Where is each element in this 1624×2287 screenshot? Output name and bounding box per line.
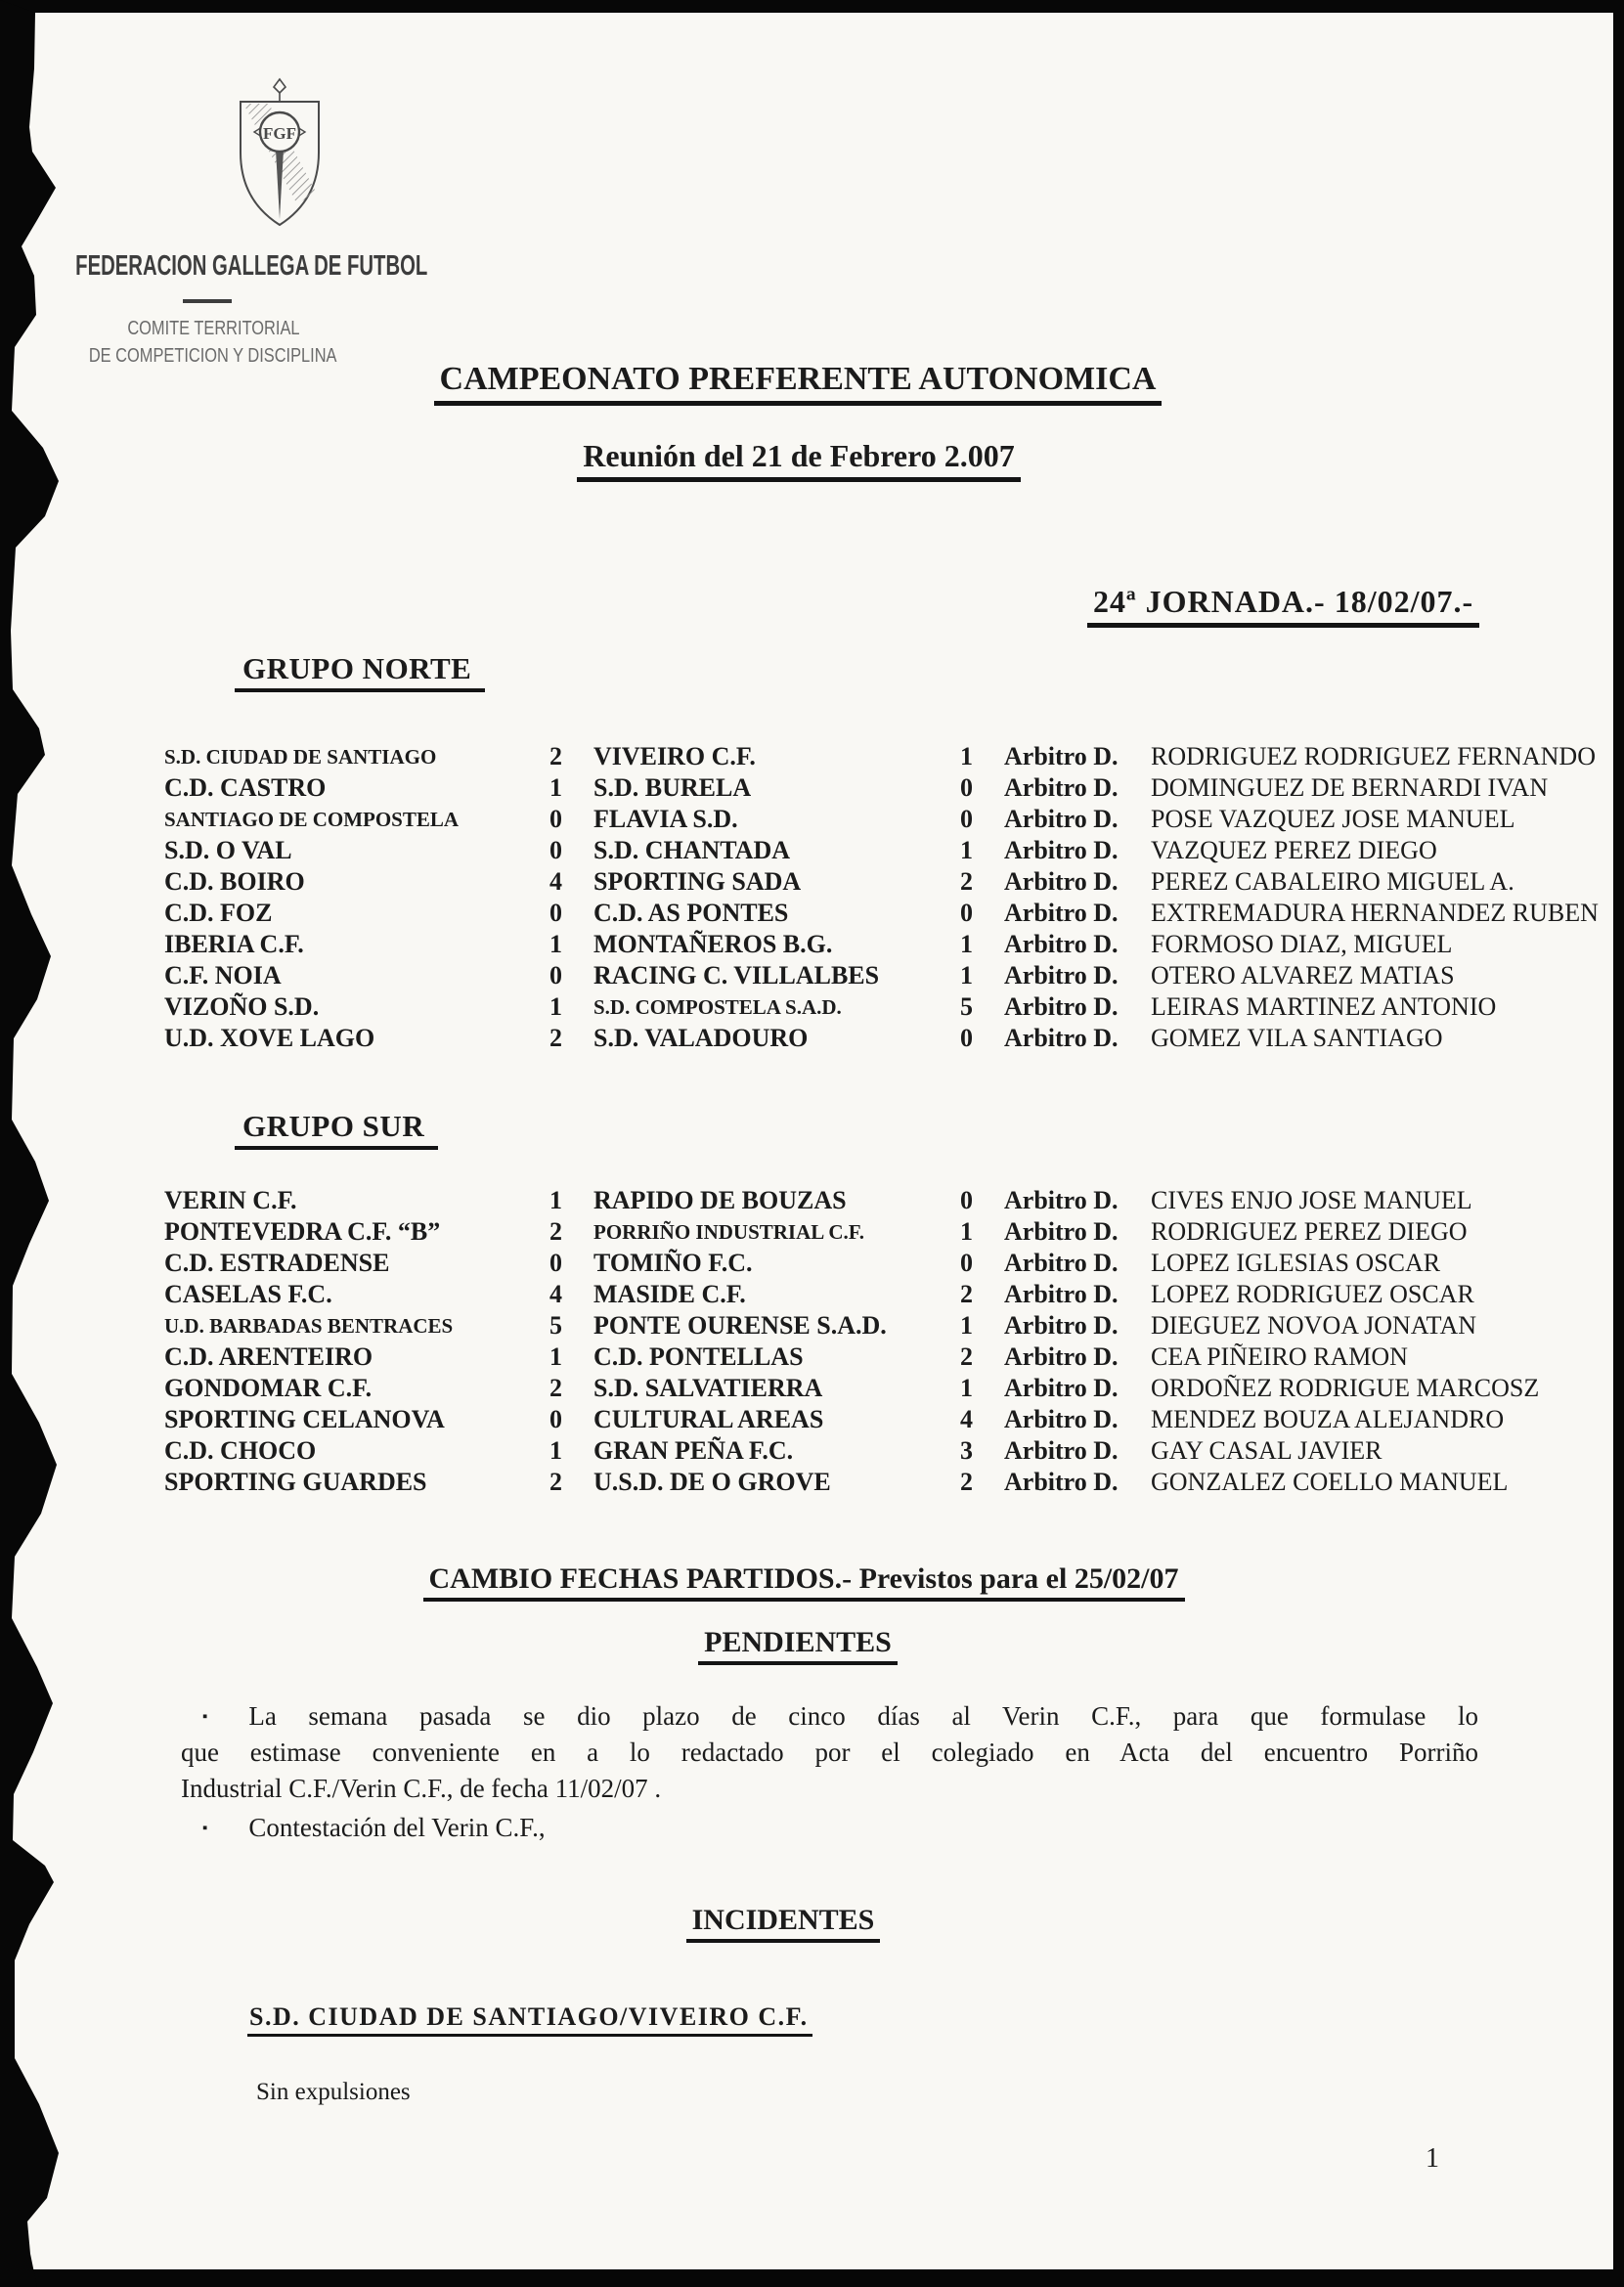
home-team: C.D. ESTRADENSE (164, 1249, 390, 1277)
referee-name: ORDOÑEZ RODRIGUE MARCOSZ (1151, 1374, 1540, 1402)
referee-name: LEIRAS MARTINEZ ANTONIO (1151, 992, 1497, 1021)
home-team: VERIN C.F. (164, 1186, 297, 1214)
referee-prefix: Arbitro D. (1004, 805, 1119, 833)
home-score: 2 (549, 1468, 562, 1496)
document-title-row (0, 361, 1596, 406)
referee-prefix: Arbitro D. (1004, 836, 1119, 864)
referee-prefix: Arbitro D. (1004, 773, 1119, 802)
referee-prefix: Arbitro D. (1004, 742, 1119, 770)
away-team: TOMIÑO F.C. (593, 1249, 753, 1277)
referee-name: MENDEZ BOUZA ALEJANDRO (1151, 1405, 1505, 1433)
pending-heading: PENDIENTES (698, 1626, 898, 1665)
away-score: 2 (960, 1342, 973, 1371)
scan-edge-top (0, 0, 1624, 13)
logo-monogram: FGF (263, 124, 296, 143)
date-change-heading-row (0, 1562, 1607, 1602)
away-team: VIVEIRO C.F. (593, 742, 756, 770)
document-title: CAMPEONATO PREFERENTE AUTONOMICA (434, 361, 1163, 406)
away-score: 3 (960, 1436, 973, 1465)
home-team: S.D. CIUDAD DE SANTIAGO (164, 745, 437, 769)
away-team: CULTURAL AREAS (593, 1405, 824, 1433)
group-north-heading-wrap (235, 651, 485, 692)
referee-name: CEA PIÑEIRO RAMON (1151, 1342, 1408, 1371)
home-team: PONTEVEDRA C.F. “B” (164, 1217, 441, 1246)
away-team: FLAVIA S.D. (593, 805, 738, 833)
home-score: 2 (549, 1024, 562, 1052)
away-team: U.S.D. DE O GROVE (593, 1468, 831, 1496)
home-score: 2 (549, 1374, 562, 1402)
pending-bullet1-line2: que estimase conveniente en a lo redactado por el colegiado en Acta del encuentro Porriño (181, 1737, 1478, 1767)
away-score: 0 (960, 1186, 973, 1214)
incident-match-heading-wrap (247, 2002, 812, 2037)
away-score: 0 (960, 1249, 973, 1277)
away-score: 4 (960, 1405, 973, 1433)
pending-heading-row (0, 1626, 1596, 1665)
referee-prefix: Arbitro D. (1004, 1249, 1119, 1277)
home-team: C.D. CHOCO (164, 1436, 317, 1465)
home-score: 4 (549, 1280, 562, 1308)
home-team: U.D. XOVE LAGO (164, 1024, 375, 1052)
away-team: S.D. COMPOSTELA S.A.D. (593, 995, 842, 1019)
away-score: 0 (960, 773, 973, 802)
referee-name: LOPEZ IGLESIAS OSCAR (1151, 1249, 1441, 1277)
incidents-heading: INCIDENTES (686, 1904, 881, 1943)
home-team: SANTIAGO DE COMPOSTELA (164, 808, 460, 831)
away-team: RAPIDO DE BOUZAS (593, 1186, 847, 1214)
away-team: PONTE OURENSE S.A.D. (593, 1311, 887, 1340)
home-team: SPORTING CELANOVA (164, 1405, 445, 1433)
referee-name: GOMEZ VILA SANTIAGO (1151, 1024, 1443, 1052)
away-team: GRAN PEÑA F.C. (593, 1436, 794, 1465)
away-score: 1 (960, 836, 973, 864)
home-team: C.F. NOIA (164, 961, 282, 990)
home-score: 0 (549, 961, 562, 990)
date-change-heading: CAMBIO FECHAS PARTIDOS.- Previstos para el 25/02/07 (423, 1562, 1185, 1602)
referee-prefix: Arbitro D. (1004, 1374, 1119, 1402)
group-north-results-table (164, 741, 1599, 1054)
home-score: 1 (549, 992, 562, 1021)
referee-name: PEREZ CABALEIRO MIGUEL A. (1151, 867, 1514, 896)
home-score: 0 (549, 1249, 562, 1277)
home-score: 1 (549, 773, 562, 802)
referee-prefix: Arbitro D. (1004, 1280, 1119, 1308)
group-south-heading: GRUPO SUR (235, 1109, 438, 1150)
referee-prefix: Arbitro D. (1004, 1468, 1119, 1496)
bullet-square-icon: ▪ (202, 1821, 208, 1836)
home-score: 4 (549, 867, 562, 896)
federation-name: FEDERACION GALLEGA DE FUTBOL (75, 250, 428, 282)
away-score: 1 (960, 961, 973, 990)
home-team: SPORTING GUARDES (164, 1468, 427, 1496)
home-team: IBERIA C.F. (164, 930, 304, 958)
home-team: C.D. ARENTEIRO (164, 1342, 373, 1371)
away-team: MASIDE C.F. (593, 1280, 746, 1308)
home-score: 1 (549, 1436, 562, 1465)
home-score: 0 (549, 805, 562, 833)
referee-name: VAZQUEZ PEREZ DIEGO (1151, 836, 1437, 864)
referee-name: RODRIGUEZ PEREZ DIEGO (1151, 1217, 1468, 1246)
pending-bullet1-line3: Industrial C.F./Verin C.F., de fecha 11/02/07 . (181, 1774, 662, 1803)
home-score: 2 (549, 742, 562, 770)
home-team: S.D. O VAL (164, 836, 292, 864)
letterhead-divider (183, 299, 232, 303)
home-team: CASELAS F.C. (164, 1280, 332, 1308)
referee-prefix: Arbitro D. (1004, 1024, 1119, 1052)
incidents-heading-row (0, 1904, 1566, 1943)
away-team: S.D. SALVATIERRA (593, 1374, 823, 1402)
away-team: S.D. CHANTADA (593, 836, 791, 864)
away-team: C.D. AS PONTES (593, 899, 789, 927)
scan-edge-right (1613, 0, 1624, 2287)
away-team: S.D. VALADOURO (593, 1024, 809, 1052)
group-south-heading-wrap (235, 1109, 438, 1150)
away-score: 0 (960, 1024, 973, 1052)
away-team: S.D. BURELA (593, 773, 752, 802)
referee-name: FORMOSO DIAZ, MIGUEL (1151, 930, 1453, 958)
home-score: 2 (549, 1217, 562, 1246)
meeting-date-row (0, 438, 1598, 482)
away-team: C.D. PONTELLAS (593, 1342, 804, 1371)
referee-name: RODRIGUEZ RODRIGUEZ FERNANDO (1151, 742, 1596, 770)
referee-prefix: Arbitro D. (1004, 1217, 1119, 1246)
referee-name: GAY CASAL JAVIER (1151, 1436, 1383, 1465)
away-team: RACING C. VILLALBES (593, 961, 880, 990)
matchday-heading-wrap (1087, 584, 1479, 628)
away-score: 1 (960, 1374, 973, 1402)
referee-prefix: Arbitro D. (1004, 930, 1119, 958)
home-score: 1 (549, 1186, 562, 1214)
bullet-square-icon: ▪ (202, 1709, 208, 1725)
home-team: GONDOMAR C.F. (164, 1374, 373, 1402)
referee-name: POSE VAZQUEZ JOSE MANUEL (1151, 805, 1515, 833)
referee-prefix: Arbitro D. (1004, 992, 1119, 1021)
home-team: C.D. BOIRO (164, 867, 305, 896)
away-team: PORRIÑO INDUSTRIAL C.F. (593, 1220, 864, 1244)
home-score: 5 (549, 1311, 562, 1340)
home-score: 0 (549, 1405, 562, 1433)
referee-name: DIEGUEZ NOVOA JONATAN (1151, 1311, 1476, 1340)
home-score: 0 (549, 899, 562, 927)
committee-line2: DE COMPETICION Y DISCIPLINA (89, 345, 337, 367)
home-score: 1 (549, 1342, 562, 1371)
committee-line1: COMITE TERRITORIAL (126, 318, 300, 339)
away-score: 0 (960, 805, 973, 833)
home-score: 0 (549, 836, 562, 864)
away-score: 1 (960, 930, 973, 958)
away-score: 1 (960, 1311, 973, 1340)
away-score: 2 (960, 1280, 973, 1308)
meeting-date: Reunión del 21 de Febrero 2.007 (577, 438, 1020, 482)
scan-edge-bottom (0, 2269, 1624, 2287)
referee-prefix: Arbitro D. (1004, 1311, 1119, 1340)
referee-name: EXTREMADURA HERNANDEZ RUBEN (1151, 899, 1599, 927)
away-team: MONTAÑEROS B.G. (593, 930, 833, 958)
referee-name: GONZALEZ COELLO MANUEL (1151, 1468, 1509, 1496)
referee-prefix: Arbitro D. (1004, 1342, 1119, 1371)
referee-name: DOMINGUEZ DE BERNARDI IVAN (1151, 773, 1549, 802)
away-score: 2 (960, 1468, 973, 1496)
home-team: U.D. BARBADAS BENTRACES (164, 1314, 454, 1338)
away-score: 2 (960, 867, 973, 896)
pending-bullet2-line: ▪ Contestación del Verin C.F., (181, 1811, 1478, 1845)
referee-prefix: Arbitro D. (1004, 961, 1119, 990)
away-score: 1 (960, 742, 973, 770)
referee-name: LOPEZ RODRIGUEZ OSCAR (1151, 1280, 1474, 1308)
page-number: 1 (1426, 2143, 1439, 2174)
home-team: VIZOÑO S.D. (164, 992, 320, 1021)
referee-prefix: Arbitro D. (1004, 1186, 1119, 1214)
incident-match-heading: S.D. CIUDAD DE SANTIAGO/VIVEIRO C.F. (247, 2002, 812, 2037)
home-team: C.D. FOZ (164, 899, 273, 927)
federation-crest-logo (228, 76, 335, 233)
referee-name: CIVES ENJO JOSE MANUEL (1151, 1186, 1472, 1214)
away-team: SPORTING SADA (593, 867, 802, 896)
matchday-heading: 24ª JORNADA.- 18/02/07.- (1087, 584, 1479, 628)
referee-prefix: Arbitro D. (1004, 1436, 1119, 1465)
pending-bullet1-line1: ▪ La semana pasada se dio plazo de cinco días al Verin C.F., para que formulase lo (181, 1699, 1478, 1734)
incident-note: Sin expulsiones (256, 2079, 411, 2105)
referee-prefix: Arbitro D. (1004, 867, 1119, 896)
referee-prefix: Arbitro D. (1004, 899, 1119, 927)
home-score: 1 (549, 930, 562, 958)
away-score: 0 (960, 899, 973, 927)
referee-prefix: Arbitro D. (1004, 1405, 1119, 1433)
away-score: 1 (960, 1217, 973, 1246)
referee-name: OTERO ALVAREZ MATIAS (1151, 961, 1455, 990)
group-south-results-table (164, 1185, 1565, 1498)
away-score: 5 (960, 992, 973, 1021)
home-team: C.D. CASTRO (164, 773, 327, 802)
group-north-heading: GRUPO NORTE (235, 651, 485, 692)
